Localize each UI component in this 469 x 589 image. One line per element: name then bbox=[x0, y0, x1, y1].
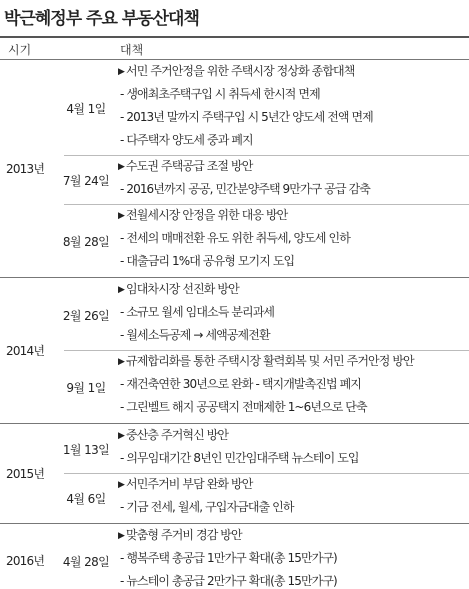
triangle-bullet-icon: ▶ bbox=[118, 211, 125, 221]
policy-title bbox=[118, 280, 239, 297]
year-label: 2015년 bbox=[6, 467, 45, 481]
policy-item: - 대출금리 1%대 공유형 모기지 도입 bbox=[120, 254, 295, 268]
policy-title-text: 규제합리화를 통한 주택시장 활력회복 및 서민 주거안정 방안 bbox=[126, 354, 414, 368]
policy-date: 4월 1일 bbox=[66, 102, 106, 116]
policy-item: - 2013년 말까지 주택구입 시 5년간 양도세 전액 면제 bbox=[120, 110, 373, 124]
year-label: 2013년 bbox=[6, 162, 45, 176]
triangle-bullet-icon: ▶ bbox=[118, 357, 125, 367]
year-divider bbox=[0, 523, 469, 524]
policy-date: 2월 26일 bbox=[62, 308, 110, 323]
policy-item: - 의무임대기간 8년인 민간임대주택 뉴스테이 도입 bbox=[120, 451, 359, 465]
policy-date: 1월 13일 bbox=[62, 443, 110, 457]
policy-item: - 소규모 월세 임대소득 분리과세 bbox=[120, 305, 275, 319]
policy-title-text: 서민 주거안정을 위한 주택시장 정상화 종합대책 bbox=[126, 64, 355, 78]
triangle-bullet-icon: ▶ bbox=[118, 162, 125, 172]
policy-item: - 생애최초주택구입 시 취득세 한시적 면제 bbox=[120, 87, 320, 101]
policy-title bbox=[118, 352, 414, 369]
header-top-rule bbox=[0, 36, 469, 38]
policy-title-text: 임대차시장 선진화 방안 bbox=[126, 282, 239, 296]
policy-item: - 뉴스테이 총공급 2만가구 확대(총 15만가구) bbox=[120, 574, 337, 588]
policy-title-text: 맞춤형 주거비 경감 방안 bbox=[126, 528, 242, 542]
policy-title bbox=[118, 62, 354, 79]
policy-date: 4월 6일 bbox=[66, 492, 106, 506]
policy-date: 8월 28일 bbox=[62, 234, 110, 249]
policy-title-text: 수도권 주택공급 조절 방안 bbox=[126, 159, 253, 173]
policy-item: - 다주택자 양도세 중과 폐지 bbox=[120, 133, 253, 147]
policy-date: 7월 24일 bbox=[62, 174, 110, 188]
policy-item: - 월세소득공제 → 세액공제전환 bbox=[120, 328, 270, 342]
triangle-bullet-icon: ▶ bbox=[118, 285, 125, 295]
policy-item: - 기금 전세, 월세, 구입자금대출 인하 bbox=[120, 500, 294, 514]
triangle-bullet-icon: ▶ bbox=[118, 67, 125, 77]
year-label: 2014년 bbox=[6, 344, 45, 358]
policy-title-text: 서민주거비 부담 완화 방안 bbox=[126, 477, 253, 491]
triangle-bullet-icon: ▶ bbox=[118, 431, 125, 441]
year-divider bbox=[0, 423, 469, 424]
policy-item: - 그린벨트 해지 공공택지 전매제한 1~6년으로 단축 bbox=[120, 400, 367, 414]
policy-title bbox=[118, 475, 252, 492]
policy-title bbox=[118, 206, 287, 223]
triangle-bullet-icon: ▶ bbox=[118, 531, 125, 541]
page-title: 박근혜정부 주요 부동산대책 bbox=[4, 9, 199, 29]
policy-date: 9월 1일 bbox=[66, 380, 106, 395]
entry-divider bbox=[64, 155, 469, 156]
policy-title-text: 전월세시장 안정을 위한 대응 방안 bbox=[126, 208, 288, 222]
year-divider bbox=[0, 277, 469, 278]
header-period: 시기 bbox=[8, 43, 32, 57]
entry-divider bbox=[64, 204, 469, 205]
policy-item: - 재건축연한 30년으로 완화 - 택지개발촉진법 폐지 bbox=[120, 377, 361, 391]
policy-item: - 행복주택 총공급 1만가구 확대(총 15만가구) bbox=[120, 551, 337, 565]
policy-title-text: 중산층 주거혁신 방안 bbox=[126, 428, 229, 442]
triangle-bullet-icon: ▶ bbox=[118, 480, 125, 490]
policy-date: 4월 28일 bbox=[62, 554, 110, 569]
policy-item: - 2016년까지 공공, 민간분양주택 9만가구 공급 감축 bbox=[120, 182, 370, 196]
entry-divider bbox=[64, 350, 469, 351]
year-label: 2016년 bbox=[6, 554, 45, 568]
entry-divider bbox=[64, 473, 469, 474]
policy-title bbox=[118, 157, 252, 174]
policy-title bbox=[118, 526, 242, 543]
header-policy: 대책 bbox=[120, 43, 144, 57]
policy-title bbox=[118, 426, 228, 443]
policy-item: - 전세의 매매전환 유도 위한 취득세, 양도세 인하 bbox=[120, 231, 350, 245]
header-bottom-rule bbox=[0, 59, 469, 60]
